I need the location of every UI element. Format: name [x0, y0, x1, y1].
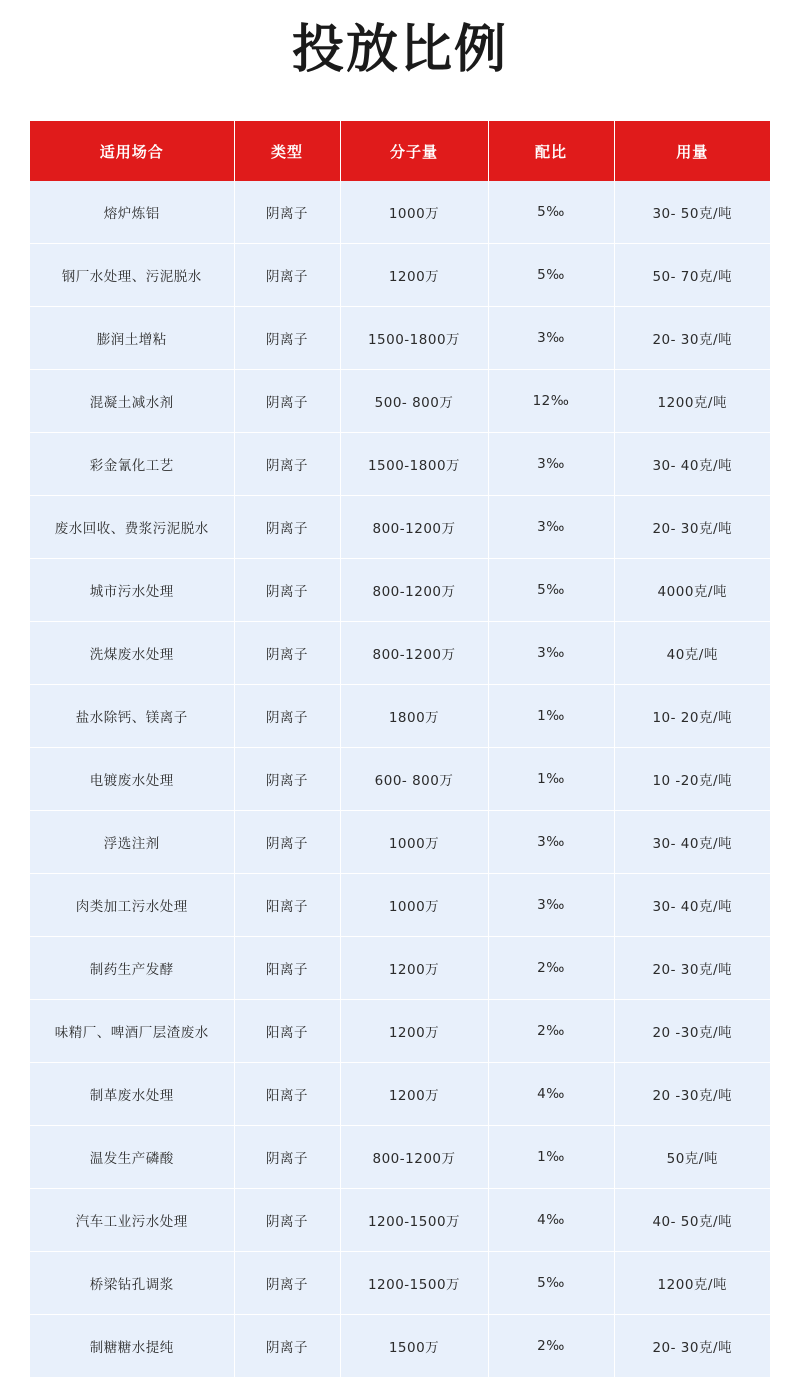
table-cell: 阴离子 — [234, 433, 340, 496]
table-cell: 12‰ — [488, 370, 614, 433]
table-cell: 熔炉炼铝 — [30, 181, 234, 244]
table-cell: 阳离子 — [234, 1000, 340, 1063]
table-cell: 彩金氰化工艺 — [30, 433, 234, 496]
table-row — [30, 622, 770, 685]
table-cell: 阴离子 — [234, 685, 340, 748]
table-cell: 1200万 — [340, 1000, 488, 1063]
table-cell: 阴离子 — [234, 811, 340, 874]
table-cell: 制革废水处理 — [30, 1063, 234, 1126]
table-cell: 30- 40克/吨 — [614, 433, 770, 496]
table-cell: 1200万 — [340, 244, 488, 307]
table-cell: 20- 30克/吨 — [614, 937, 770, 1000]
table-cell: 1000万 — [340, 181, 488, 244]
table-cell: 1200万 — [340, 937, 488, 1000]
table-cell: 20- 30克/吨 — [614, 1315, 770, 1378]
table-cell: 20- 30克/吨 — [614, 307, 770, 370]
table-cell: 1800万 — [340, 685, 488, 748]
table-row — [30, 811, 770, 874]
table-cell: 5‰ — [488, 181, 614, 244]
table-cell: 1000万 — [340, 874, 488, 937]
table-cell: 混凝土减水剂 — [30, 370, 234, 433]
table-cell: 1200万 — [340, 1063, 488, 1126]
table-cell: 废水回收、费浆污泥脱水 — [30, 496, 234, 559]
table-cell: 3‰ — [488, 433, 614, 496]
table-cell: 1500万 — [340, 1315, 488, 1378]
table-cell: 5‰ — [488, 559, 614, 622]
table-row — [30, 1315, 770, 1378]
table-cell: 20 -30克/吨 — [614, 1063, 770, 1126]
table-cell: 城市污水处理 — [30, 559, 234, 622]
table-cell: 1‰ — [488, 685, 614, 748]
table-row — [30, 559, 770, 622]
table-body — [30, 181, 770, 1377]
table-cell: 阴离子 — [234, 748, 340, 811]
table-cell: 4000克/吨 — [614, 559, 770, 622]
table-cell: 3‰ — [488, 622, 614, 685]
table-cell: 2‰ — [488, 1315, 614, 1378]
dosage-ratio-table — [30, 121, 770, 1377]
table-cell: 50克/吨 — [614, 1126, 770, 1189]
table-cell: 800-1200万 — [340, 1126, 488, 1189]
table-header — [30, 121, 770, 181]
table-row — [30, 685, 770, 748]
table-cell: 1500-1800万 — [340, 433, 488, 496]
table-cell: 4‰ — [488, 1189, 614, 1252]
table-cell: 温发生产磷酸 — [30, 1126, 234, 1189]
table-cell: 1000万 — [340, 811, 488, 874]
column-header-type: 类型 — [234, 121, 340, 181]
table-cell: 浮选注剂 — [30, 811, 234, 874]
table-cell: 阴离子 — [234, 559, 340, 622]
table-cell: 阴离子 — [234, 370, 340, 433]
table-cell: 30- 40克/吨 — [614, 874, 770, 937]
table-cell: 5‰ — [488, 244, 614, 307]
column-header-application: 适用场合 — [30, 121, 234, 181]
table-cell: 3‰ — [488, 874, 614, 937]
table-cell: 1200-1500万 — [340, 1189, 488, 1252]
table-row — [30, 1063, 770, 1126]
table-cell: 电镀废水处理 — [30, 748, 234, 811]
table-cell: 2‰ — [488, 1000, 614, 1063]
table-cell: 800-1200万 — [340, 496, 488, 559]
table-cell: 阴离子 — [234, 1315, 340, 1378]
table-row — [30, 433, 770, 496]
table-cell: 桥梁钻孔调浆 — [30, 1252, 234, 1315]
page-title: 投放比例 — [291, 20, 508, 80]
table-row — [30, 748, 770, 811]
table-cell: 膨润土增粘 — [30, 307, 234, 370]
table-cell: 钢厂水处理、污泥脱水 — [30, 244, 234, 307]
table-cell: 5‰ — [488, 1252, 614, 1315]
table-cell: 3‰ — [488, 811, 614, 874]
table-cell: 40克/吨 — [614, 622, 770, 685]
table-row — [30, 307, 770, 370]
table-cell: 洗煤废水处理 — [30, 622, 234, 685]
table-cell: 1200克/吨 — [614, 1252, 770, 1315]
table-cell: 制药生产发酵 — [30, 937, 234, 1000]
table-cell: 阴离子 — [234, 1189, 340, 1252]
table-cell: 10 -20克/吨 — [614, 748, 770, 811]
column-header-molecular-weight: 分子量 — [340, 121, 488, 181]
table-cell: 30- 40克/吨 — [614, 811, 770, 874]
table-cell: 50- 70克/吨 — [614, 244, 770, 307]
table-cell: 10- 20克/吨 — [614, 685, 770, 748]
table-cell: 20 -30克/吨 — [614, 1000, 770, 1063]
table-cell: 1‰ — [488, 748, 614, 811]
table-cell: 2‰ — [488, 937, 614, 1000]
table-cell: 汽车工业污水处理 — [30, 1189, 234, 1252]
table-row — [30, 874, 770, 937]
page-container — [0, 18, 800, 1377]
table-cell: 20- 30克/吨 — [614, 496, 770, 559]
table-row — [30, 370, 770, 433]
table-cell: 阴离子 — [234, 1126, 340, 1189]
column-header-ratio: 配比 — [488, 121, 614, 181]
table-cell: 阳离子 — [234, 937, 340, 1000]
dosage-ratio-table-wrapper — [30, 121, 770, 1377]
table-header-row — [30, 121, 770, 181]
table-cell: 40- 50克/吨 — [614, 1189, 770, 1252]
table-row — [30, 1000, 770, 1063]
table-row — [30, 1126, 770, 1189]
table-cell: 阳离子 — [234, 1063, 340, 1126]
column-header-dosage: 用量 — [614, 121, 770, 181]
table-cell: 3‰ — [488, 307, 614, 370]
table-cell: 制糖糖水提纯 — [30, 1315, 234, 1378]
table-cell: 3‰ — [488, 496, 614, 559]
table-row — [30, 244, 770, 307]
table-cell: 盐水除钙、镁离子 — [30, 685, 234, 748]
table-cell: 800-1200万 — [340, 622, 488, 685]
table-cell: 1200-1500万 — [340, 1252, 488, 1315]
table-cell: 阴离子 — [234, 496, 340, 559]
table-cell: 4‰ — [488, 1063, 614, 1126]
table-cell: 600- 800万 — [340, 748, 488, 811]
table-cell: 阳离子 — [234, 874, 340, 937]
table-row — [30, 1252, 770, 1315]
table-cell: 阴离子 — [234, 307, 340, 370]
table-cell: 阴离子 — [234, 244, 340, 307]
table-cell: 阴离子 — [234, 622, 340, 685]
table-row — [30, 496, 770, 559]
table-cell: 阴离子 — [234, 181, 340, 244]
table-cell: 1‰ — [488, 1126, 614, 1189]
table-cell: 1500-1800万 — [340, 307, 488, 370]
table-cell: 阴离子 — [234, 1252, 340, 1315]
table-row — [30, 937, 770, 1000]
table-cell: 肉类加工污水处理 — [30, 874, 234, 937]
table-row — [30, 181, 770, 244]
table-cell: 30- 50克/吨 — [614, 181, 770, 244]
table-row — [30, 1189, 770, 1252]
table-cell: 味精厂、啤酒厂层渣废水 — [30, 1000, 234, 1063]
table-cell: 800-1200万 — [340, 559, 488, 622]
table-cell: 500- 800万 — [340, 370, 488, 433]
table-cell: 1200克/吨 — [614, 370, 770, 433]
